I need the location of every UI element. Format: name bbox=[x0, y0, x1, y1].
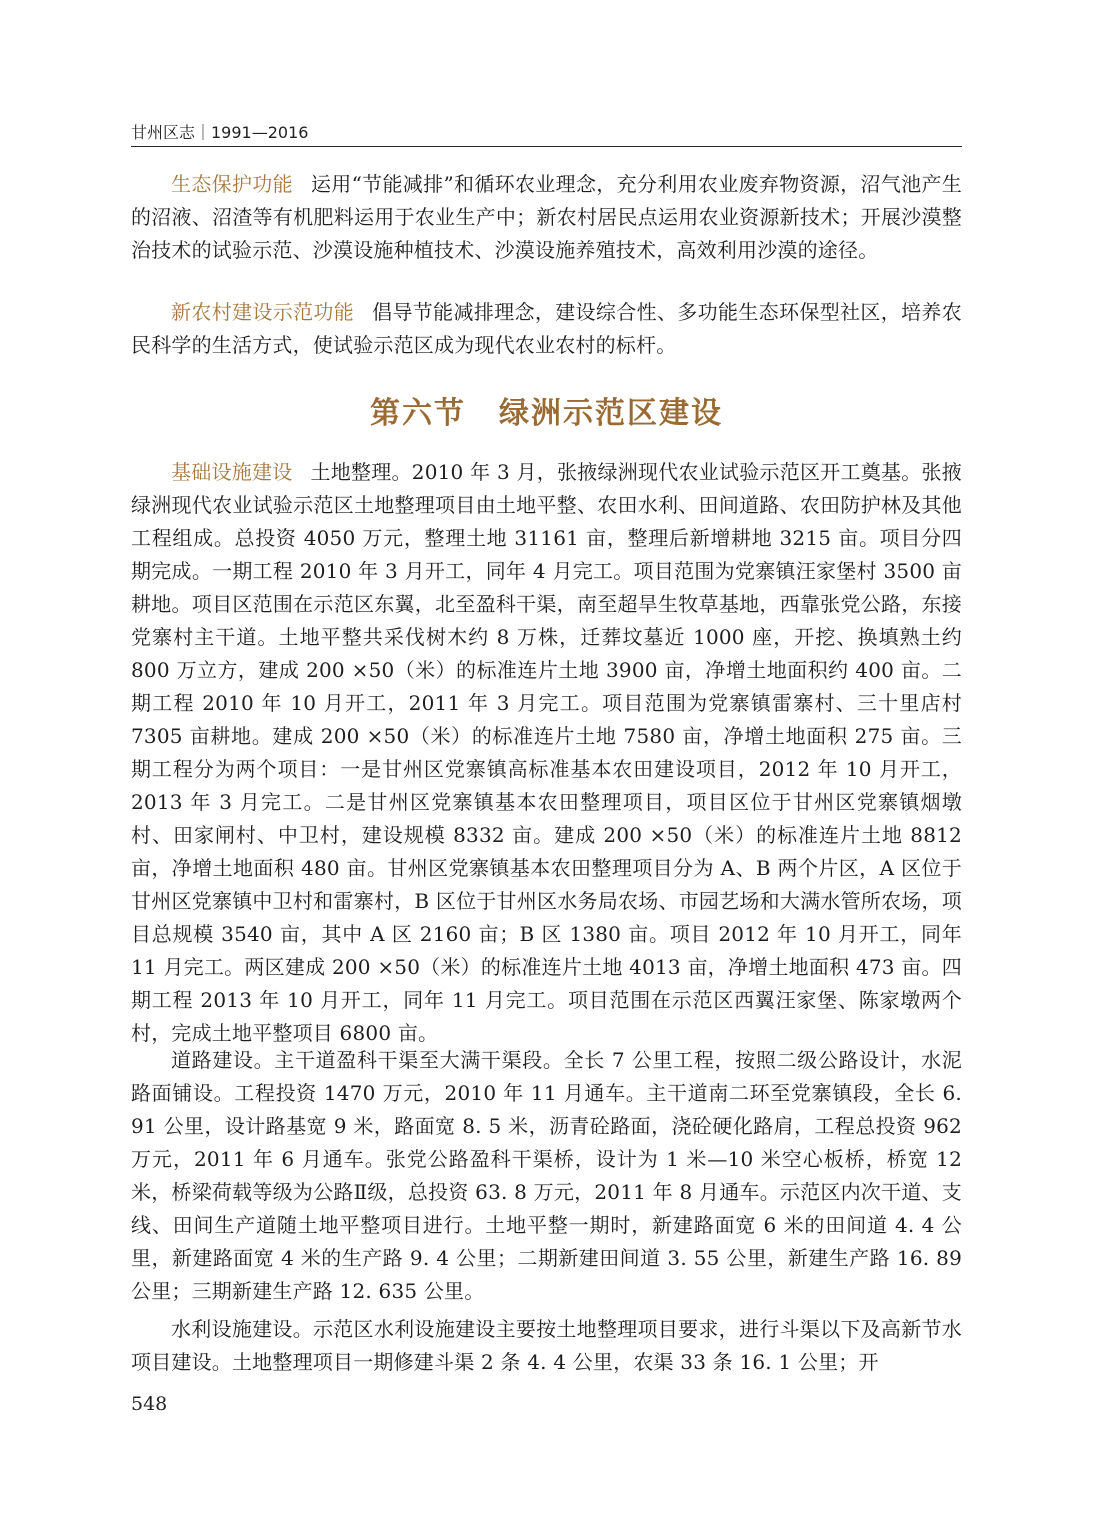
running-header bbox=[131, 118, 962, 147]
paragraph-lead-new-village: 新农村建设示范功能 bbox=[171, 300, 355, 324]
paragraph-text-ecology: 运用“节能减排”和循环农业理念，充分利用农业废弃物资源，沼气池产生的沼液、沼渣等有机肥料运用于农业生产中；新农村居民点运用农业资源新技术；开展沙漠整治技术的试验示范、沙漠设施种植技术、沙漠设施养殖技术，高效利用沙漠的途径。 bbox=[131, 172, 962, 262]
section-heading bbox=[131, 388, 962, 432]
paragraph-ecology-function bbox=[131, 168, 962, 267]
paragraph-lead-ecology: 生态保护功能 bbox=[171, 172, 293, 196]
paragraph-text-new-village: 倡导节能减排理念，建设综合性、多功能生态环保型社区，培养农民科学的生活方式，使试验示范区成为现代农业农村的标杆。 bbox=[131, 300, 962, 357]
paragraph-new-village-function bbox=[131, 296, 962, 362]
paragraph-road-construction: 道路建设。主干道盈科干渠至大满干渠段。全长 7 公里工程，按照二级公路设计，水泥路面铺设。工程投资 1470 万元，2010 年 11 月通车。主干道南二环至党寨镇段，全长 6. 91 公里，设计路基宽 9 米，路面宽 8. 5 米，沥青砼路面，浇砼硬化路肩，工程总投资 962 万元，2011 年 6 月通车。张党公路盈科干渠桥，设计为 1 米—10 米空心板桥，桥宽 12 米，桥梁荷载等级为公路Ⅱ级，总投资 63. 8 万元，2011 年 8 月通车。示范区内次干道、支线、田间生产道随土地平整项目进行。土地平整一期时，新建路面宽 6 米的田间道 4. 4 公里，新建路面宽 4 米的生产路 9. 4 公里；二期新建田间道 3. 55 公里，新建生产路 16. 89 公里；三期新建生产路 12. 635 公里。 bbox=[131, 1048, 962, 1303]
page-number: 548 bbox=[131, 1393, 168, 1415]
section-name: 绿洲示范区建设 bbox=[499, 396, 723, 431]
section-number: 第六节 bbox=[370, 396, 466, 431]
paragraph-text-infrastructure: 土地整理。2010 年 3 月，张掖绿洲现代农业试验示范区开工奠基。张掖绿洲现代农业试验示范区土地整理项目由土地平整、农田水利、田间道路、农田防护林及其他工程组成。总投资 4050 万元，整理土地 31161 亩，整理后新增耕地 3215 亩。项目分四期完成。一期工程 2010 年 3 月开工，同年 4 月完工。项目范围为党寨镇汪家堡村 3500 亩耕地。项目区范围在示范区东翼，北至盈科干渠，南至超旱生牧草基地，西靠张党公路，东接党寨村主干道。土地平整共采伐树木约 8 万株，迁葬坟墓近 1000 座，开挖、换填熟土约 800 万立方，建成 200 ×50（米）的标准连片土地 3900 亩，净增土地面积约 400 亩。二期工程 2010 年 10 月开工，2011 年 3 月完工。项目范围为党寨镇雷寨村、三十里店村 7305 亩耕地。建成 200 ×50（米）的标准连片土地 7580 亩，净增土地面积 275 亩。三期工程分为两个项目：一是甘州区党寨镇高标准基本农田建设项目，2012 年 10 月开工，2013 年 3 月完工。二是甘州区党寨镇基本农田整理项目，项目区位于甘州区党寨镇烟墩村、田家闸村、中卫村，建设规模 8332 亩。建成 200 ×50（米）的标准连片土地 8812 亩，净增土地面积 480 亩。甘州区党寨镇基本农田整理项目分为 A、B 两个片区，A 区位于甘州区党寨镇中卫村和雷寨村，B 区位于甘州区水务局农场、市园艺场和大满水管所农场，项目总规模 3540 亩，其中 A 区 2160 亩；B 区 1380 亩。项目 2012 年 10 月开工，同年 11 月完工。两区建成 200 ×50（米）的标准连片土地 4013 亩，净增土地面积 473 亩。四期工程 2013 年 10 月开工，同年 11 月完工。项目范围在示范区西翼汪家堡、陈家墩两个村，完成土地平整项目 6800 亩。 bbox=[131, 460, 962, 1045]
paragraph-water-facilities: 水利设施建设。示范区水利设施建设主要按土地整理项目要求，进行斗渠以下及高新节水项目建设。土地整理项目一期修建斗渠 2 条 4. 4 公里，农渠 33 条 16. 1 公里；开 bbox=[131, 1317, 962, 1374]
paragraph-lead-infrastructure: 基础设施建设 bbox=[171, 460, 293, 484]
paragraph-infrastructure bbox=[131, 456, 962, 1050]
header-title: 甘州区志｜1991—2016 bbox=[131, 123, 309, 142]
